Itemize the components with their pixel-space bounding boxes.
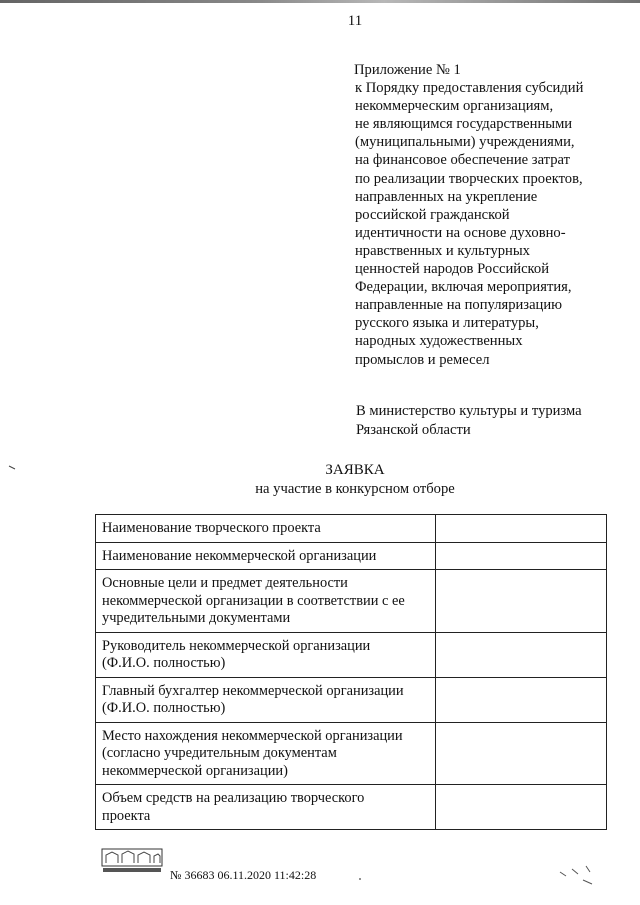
appendix-line: некоммерческим организациям,	[355, 98, 554, 115]
row-value[interactable]	[436, 570, 607, 633]
page-number: 11	[347, 13, 363, 29]
table-row	[96, 722, 607, 785]
appendix-line: к Порядку предоставления субсидий	[355, 80, 584, 97]
appendix-line: Федерации, включая мероприятия,	[355, 279, 572, 296]
row-label: Место нахождения некоммерческой организации (согласно учредительным документам некоммерческой организации)	[96, 722, 436, 785]
appendix-line: идентичности на основе духовно-	[355, 224, 566, 241]
appendix-line: нравственных и культурных	[355, 242, 530, 259]
row-label: Объем средств на реализацию творческого проекта	[96, 785, 436, 830]
table-row	[96, 677, 607, 722]
registration-number: № 36683 06.11.2020 11:42:28	[170, 868, 317, 882]
row-value[interactable]	[436, 722, 607, 785]
appendix-header	[355, 61, 615, 369]
row-value[interactable]	[436, 677, 607, 722]
appendix-line: промыслов и ремесел	[355, 351, 490, 368]
row-value[interactable]	[436, 515, 607, 543]
table-row	[96, 785, 607, 830]
appendix-line: не являющимся государственными	[355, 116, 573, 133]
addressee	[356, 402, 626, 439]
table-row	[96, 542, 607, 570]
registry-stamp-icon	[100, 846, 164, 874]
row-value[interactable]	[436, 542, 607, 570]
application-table	[95, 514, 607, 830]
row-label: Наименование творческого проекта	[96, 515, 436, 543]
addressee-line: Рязанской области	[356, 421, 471, 438]
row-label: Главный бухгалтер некоммерческой организации (Ф.И.О. полностью)	[96, 677, 436, 722]
appendix-line: направленные на популяризацию	[355, 297, 563, 314]
row-value[interactable]	[436, 785, 607, 830]
table-row	[96, 570, 607, 633]
appendix-line: народных художественных	[355, 333, 523, 350]
row-value[interactable]	[436, 632, 607, 677]
appendix-line: российской гражданской	[355, 206, 510, 223]
table-row	[96, 632, 607, 677]
appendix-line: ценностей народов Российской	[355, 261, 550, 278]
table-row	[96, 515, 607, 543]
appendix-line: направленных на укрепление	[355, 188, 538, 205]
row-label: Руководитель некоммерческой организации (Ф.И.О. полностью)	[96, 632, 436, 677]
row-label: Основные цели и предмет деятельности некоммерческой организации в соответствии с ее учредительными документами	[96, 570, 436, 633]
document-title: ЗАЯВКА	[325, 462, 385, 478]
appendix-line: Приложение № 1	[354, 62, 461, 78]
appendix-line: русского языка и литературы,	[355, 315, 539, 332]
scan-edge	[0, 0, 640, 3]
document-subtitle: на участие в конкурсном отборе	[255, 481, 455, 497]
row-label: Наименование некоммерческой организации	[96, 542, 436, 570]
appendix-line: на финансовое обеспечение затрат	[355, 152, 570, 169]
addressee-line: В министерство культуры и туризма	[356, 403, 582, 419]
appendix-line: по реализации творческих проектов,	[355, 170, 583, 187]
appendix-line: (муниципальными) учреждениями,	[355, 134, 575, 151]
